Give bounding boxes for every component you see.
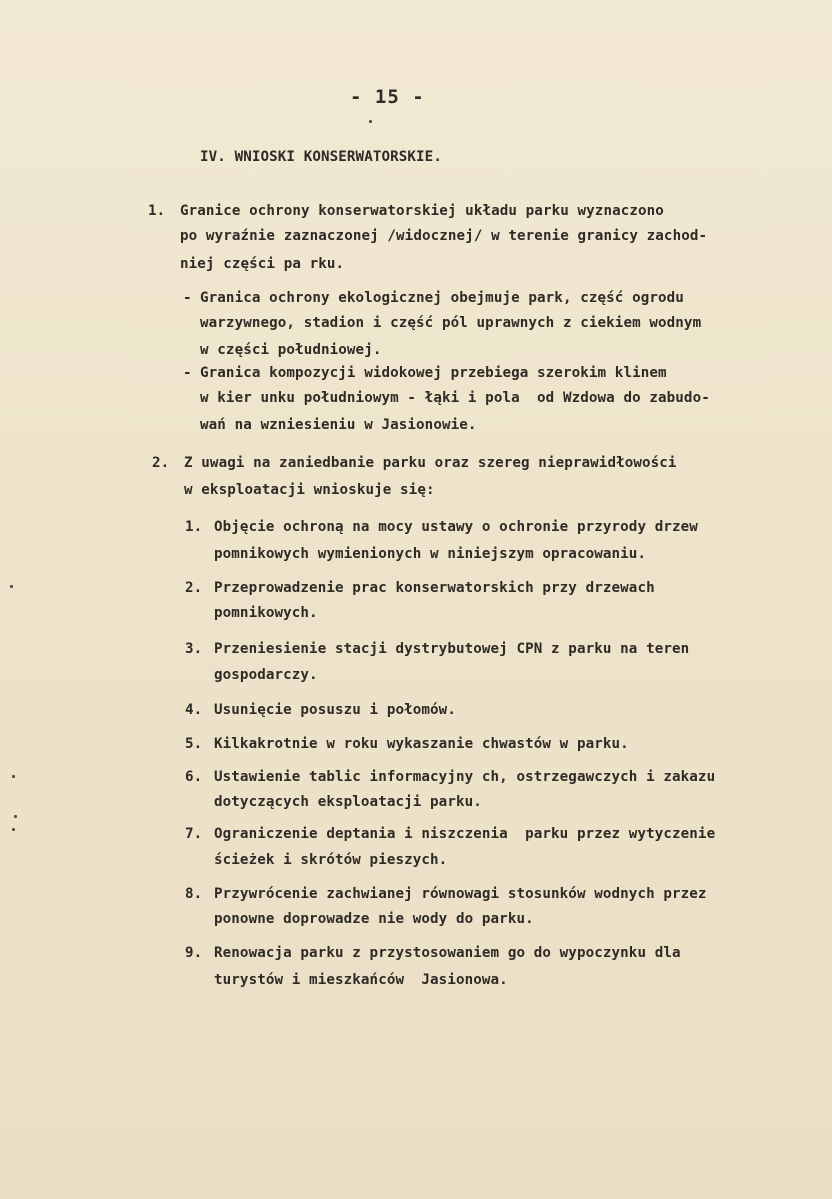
bullet-dash: - xyxy=(183,290,192,306)
list-item-line: turystów i mieszkańców Jasionowa. xyxy=(214,972,508,988)
scan-speck xyxy=(369,120,372,123)
scan-speck xyxy=(14,815,17,818)
list-item-number: 8. xyxy=(185,886,203,902)
list-item-line: dotyczących eksploatacji parku. xyxy=(214,794,482,810)
list-item-number: 2. xyxy=(185,580,203,596)
list-item-number: 7. xyxy=(185,826,203,842)
list-item-line: Usunięcie posuszu i połomów. xyxy=(214,702,456,718)
list-item-line: Objęcie ochroną na mocy ustawy o ochronie przyrody drzew xyxy=(214,519,698,535)
list-item-line: gospodarczy. xyxy=(214,667,318,683)
list-item-number: 4. xyxy=(185,702,203,718)
section-2-line: Z uwagi na zaniedbanie parku oraz szereg nieprawidłowości xyxy=(184,455,677,471)
section-heading: IV. WNIOSKI KONSERWATORSKIE. xyxy=(200,149,442,165)
section-1-number: 1. xyxy=(148,203,166,219)
section-1-line: po wyraźnie zaznaczonej /widocznej/ w terenie granicy zachod- xyxy=(180,228,708,244)
scan-speck xyxy=(12,828,15,831)
list-item-line: pomnikowych wymienionych w niniejszym opracowaniu. xyxy=(214,546,647,562)
list-item-number: 9. xyxy=(185,945,203,961)
bullet-line: Granica ochrony ekologicznej obejmuje park, część ogrodu xyxy=(200,290,684,306)
list-item-number: 6. xyxy=(185,769,203,785)
list-item-line: Kilkakrotnie w roku wykaszanie chwastów w parku. xyxy=(214,736,629,752)
list-item-line: ścieżek i skrótów pieszych. xyxy=(214,852,448,868)
bullet-line: w kier unku południowym - łąki i pola od Wzdowa do zabudo- xyxy=(200,390,710,406)
section-1-line: Granice ochrony konserwatorskiej układu parku wyznaczono xyxy=(180,203,664,219)
page-number: - 15 - xyxy=(350,86,425,108)
bullet-dash: - xyxy=(183,365,192,381)
list-item-line: pomnikowych. xyxy=(214,605,318,621)
list-item-number: 3. xyxy=(185,641,203,657)
list-item-line: Ustawienie tablic informacyjny ch, ostrzegawczych i zakazu xyxy=(214,769,716,785)
scan-speck xyxy=(10,585,13,588)
list-item-line: Przeprowadzenie prac konserwatorskich przy drzewach xyxy=(214,580,655,596)
list-item-line: Renowacja parku z przystosowaniem go do wypoczynku dla xyxy=(214,945,681,961)
bullet-line: Granica kompozycji widokowej przebiega szerokim klinem xyxy=(200,365,667,381)
section-2-line: w eksploatacji wnioskuje się: xyxy=(184,482,435,498)
section-1-line: niej części pa rku. xyxy=(180,256,345,272)
list-item-line: Przeniesienie stacji dystrybutowej CPN z parku na teren xyxy=(214,641,690,657)
section-2-number: 2. xyxy=(152,455,170,471)
list-item-number: 5. xyxy=(185,736,203,752)
list-item-line: Przywrócenie zachwianej równowagi stosunków wodnych przez xyxy=(214,886,707,902)
list-item-line: ponowne doprowadze nie wody do parku. xyxy=(214,911,534,927)
bullet-line: wań na wzniesieniu w Jasionowie. xyxy=(200,417,477,433)
bullet-line: warzywnego, stadion i część pól uprawnych z ciekiem wodnym xyxy=(200,315,702,331)
scan-speck xyxy=(12,775,15,778)
bullet-line: w części południowej. xyxy=(200,342,382,358)
list-item-line: Ograniczenie deptania i niszczenia parku przez wytyczenie xyxy=(214,826,716,842)
list-item-number: 1. xyxy=(185,519,203,535)
